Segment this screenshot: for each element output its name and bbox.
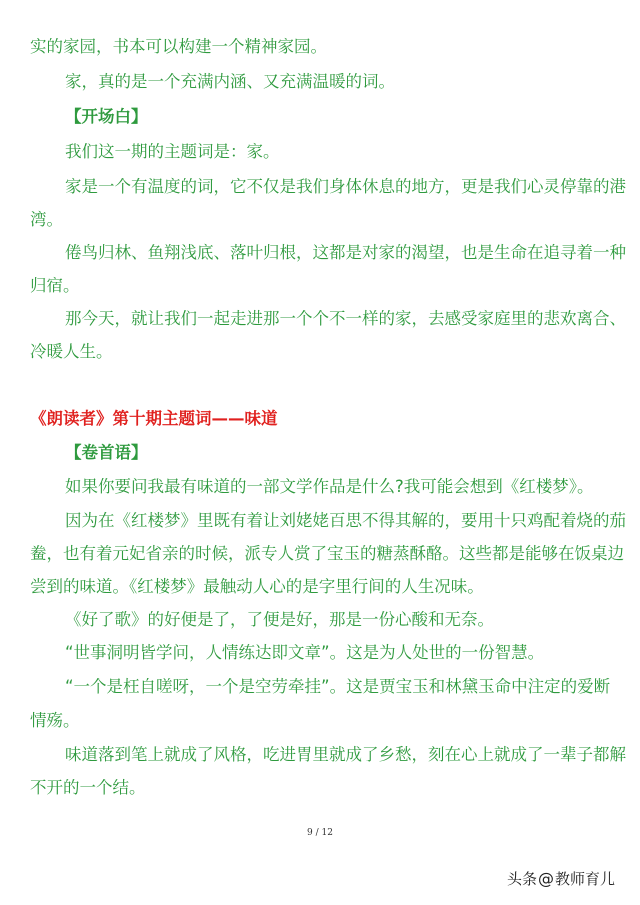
paragraph: 倦鸟归林、鱼翔浅底、落叶归根，这都是对家的渴望，也是生命在追寻着一种 (65, 243, 626, 262)
paragraph: “世事洞明皆学问，人情练达即文章”。这是为人处世的一份智慧。 (65, 643, 545, 662)
paragraph-line: 归宿。 (30, 276, 80, 295)
watermark-at: @ (538, 869, 555, 888)
paragraph-continuation: 实的家园，书本可以构建一个精神家园。 (30, 37, 327, 56)
paragraph: 我们这一期的主题词是：家。 (65, 142, 280, 161)
opening-label: 【开场白】 (65, 107, 148, 126)
paragraph: 《好了歌》的好便是了，了便是好，那是一份心酸和无奈。 (65, 610, 494, 629)
watermark (507, 868, 615, 889)
paragraph: 因为在《红楼梦》里既有着让刘姥姥百思不得其解的，要用十只鸡配着烧的茄 (65, 511, 626, 530)
paragraph-line: 情殇。 (30, 711, 80, 730)
paragraph: 味道落到笔上就成了风格，吃进胃里就成了乡愁，刻在心上就成了一辈子都解 (65, 745, 626, 764)
paragraph: 如果你要问我最有味道的一部文学作品是什么?我可能会想到《红楼梦》。 (65, 477, 594, 496)
paragraph-line: 湾。 (30, 210, 63, 229)
paragraph-line: 冷暖人生。 (30, 342, 113, 361)
paragraph: 家是一个有温度的词，它不仅是我们身体休息的地方，更是我们心灵停靠的港 (65, 177, 626, 196)
section-heading: 《朗读者》第十期主题词——味道 (30, 409, 278, 428)
paragraph: “一个是枉自嗟呀，一个是空劳牵挂”。这是贾宝玉和林黛玉命中注定的爱断 (65, 677, 611, 696)
preface-label: 【卷首语】 (65, 443, 148, 462)
paragraph-line: 鲞，也有着元妃省亲的时候，派专人赏了宝玉的糖蒸酥酪。这些都是能够在饭桌边 (30, 544, 624, 563)
paragraph-line: 尝到的味道。《红楼梦》最触动人心的是字里行间的人生况味。 (30, 577, 484, 596)
paragraph: 家，真的是一个充满内涵、又充满温暖的词。 (65, 72, 395, 91)
watermark-name: 教师育儿 (555, 870, 616, 888)
page-number: 9 / 12 (307, 828, 333, 838)
paragraph: 那今天，就让我们一起走进那一个个不一样的家，去感受家庭里的悲欢离合、 (65, 309, 626, 328)
watermark-prefix: 头条 (507, 870, 538, 888)
paragraph-line: 不开的一个结。 (30, 778, 146, 797)
